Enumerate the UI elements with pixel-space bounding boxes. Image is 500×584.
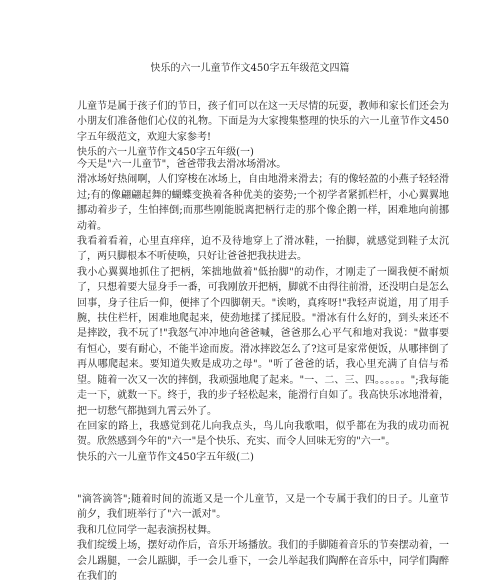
essay-1-paragraph: 今天是"六一儿童节"，爸爸带我去滑冰场滑冰。 — [77, 159, 287, 170]
essay-2-paragraph: 我和几位同学一起表演拐杖舞。 — [77, 524, 217, 536]
essay-2-paragraph: 我们绽缓上场，摆好动作后，音乐开场播放。我们的手脚随着音乐的节奏摆动着，一会儿踢腿，一会儿踮脚，手一会儿垂下，一会儿举起我们陶醉在音乐中，同学们陶醉在我们的 — [77, 540, 449, 583]
intro-paragraph: 儿童节是属于孩子们的节日，孩子们可以在这一天尽情的玩耍，教师和家长们还会为小朋友们准备他们心仪的礼物。下面是为大家搜集整理的快乐的六一儿童节作文450字五年级范文，欢迎大家参考! — [77, 101, 449, 143]
essay-1-paragraph: 在回家的路上，我感觉到花儿向我点头，鸟儿向我歌唱，似乎都在为我的成功而祝贺。欣然感到今年的"六一"是个快乐、充实、而令人回味无穷的"六一"。 — [77, 420, 449, 448]
essay-1-section — [77, 157, 449, 465]
essay-2-section — [77, 492, 449, 584]
essay-1-paragraph: 我小心翼翼地抓住了把柄，笨拙地做着"低抬脚"的动作，才刚走了一圈我便不耐烦了，只想着要大显身手一番，可我刚放开把柄，脚就不由得往前滑，还没明白是怎么回事，身子往后一仰，便摔了个四脚朝天。"诶哟，真疼呀!"我轻声说道，用了用手腕，扶住栏杆，困难地爬起来，使劲地揉了揉屁股。"滑冰有什么好的，到头来还不是摔跤，我不玩了!"我怒气冲冲地向爸爸喊，爸爸那么心平气和地对我说："做事要有恒心，要有耐心，不能半途而废。滑冰摔跤怎么了?这可是家常便饭，从哪摔倒了再从哪爬起来。要知道失败是成功之母"。"听了爸爸的话，我心里充满了自信与希望。随着一次又一次的摔倒，我顽强地爬了起来。"一、二、三、四。。。。。。";我每能走一下，就数一下。终于，我的步子轻松起来，能滑行自如了。我高快乐冰地滑着，把一切愁气都抛到九霄云外了。 — [77, 266, 449, 417]
essay-1-paragraph: 我看着看着，心里直痒痒，迫不及待地穿上了滑冰鞋，一抬脚，就感觉到鞋子太沉了，两只脚根本不听使唤，只好让爸爸把我扶进去。 — [77, 236, 449, 263]
essay-2-paragraph: "滴答滴答";随着时间的流逝又是一个儿童节，又是一个专属于我们的日子。儿童节前夕，我们班举行了"六一派对"。 — [77, 494, 449, 521]
document-title: 快乐的六一儿童节作文450字五年级范文四篇 — [150, 63, 350, 74]
intro-section — [77, 99, 449, 161]
section-heading-1: 快乐的六一儿童节作文450字五年级(一) — [77, 147, 254, 159]
essay-1-paragraph: 滑冰场好热闹啊，人们穿梭在冰场上，自由地滑来滑去；有的像轻盈的小燕子轻轻滑过;有的像翩翩起舞的蝴蝶变换着各种优美的姿势;一个初学者紧抓栏杆，小心翼翼地挪动着步子，生怕摔倒;而那些刚能脱离把柄行走的那个像企鹅一样，困难地向前挪动着。 — [77, 174, 449, 232]
section-heading-2: 快乐的六一儿童节作文450字五年级(二) — [77, 451, 254, 463]
